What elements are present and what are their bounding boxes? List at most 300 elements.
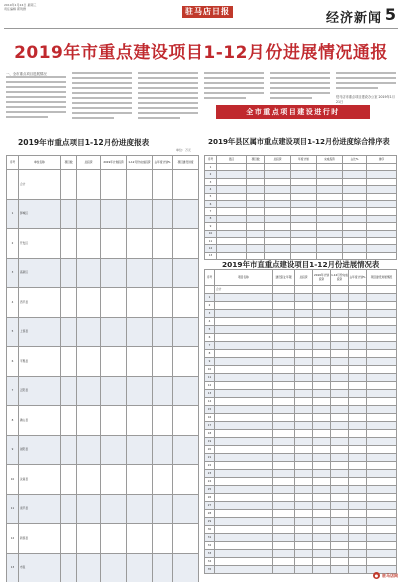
table3-cell [313,446,331,454]
table1-cell: 5 [7,317,19,347]
table2-cell [291,223,317,230]
table3-cell [313,526,331,534]
table3-cell [331,550,349,558]
table1-cell: 泌阳县 [19,435,61,465]
table3-cell: 10 [205,366,215,374]
table1-cell [127,376,153,406]
table1-cell [127,347,153,377]
table1-cell [153,170,173,200]
table1-cell: 11 [7,494,19,524]
table1-cell [101,406,127,436]
table2-row [205,245,397,252]
table1-cell: 遂平县 [19,494,61,524]
table3-cell [273,310,295,318]
table3-cell [349,382,367,390]
table3-cell [215,398,273,406]
table3-cell [367,414,397,422]
table3-cell [331,302,349,310]
table3-cell [331,382,349,390]
table1-cell [153,435,173,465]
table1-row [7,376,199,406]
table3-cell [331,358,349,366]
table3-cell [215,294,273,302]
table3-cell [349,486,367,494]
table3-row [205,302,397,310]
table1-cell [77,494,101,524]
table3-cell [349,414,367,422]
table3-cell [349,326,367,334]
table3-cell [215,350,273,358]
table2-cell [367,171,397,178]
table2-row [205,237,397,244]
table1-cell [127,494,153,524]
table3-cell [313,502,331,510]
table3-cell [349,438,367,446]
table2-cell [247,230,265,237]
table1-row [7,553,199,582]
table3-cell [273,414,295,422]
table3-cell: 17 [205,422,215,430]
table1-cell: 西平县 [19,288,61,318]
table3-cell [349,358,367,366]
table3-cell [331,414,349,422]
table2-cell: 13 [205,252,217,259]
table1-cell [127,553,153,582]
table3-cell: 34 [205,558,215,566]
table3-cell [349,478,367,486]
table3-cell [349,470,367,478]
page-number: 5 [384,5,396,24]
table3-row [205,310,397,318]
table1-cell: 新蔡县 [19,524,61,554]
table1-cell [173,258,199,288]
table3-cell [295,390,313,398]
table1-cell [77,465,101,495]
table3-cell [295,502,313,510]
table1-cell [77,524,101,554]
table2-title: 2019年县区属市重点建设项目1-12月份进度综合排序表 [208,137,390,146]
table2-cell [343,171,367,178]
table3-cell [313,374,331,382]
table1-cell [101,288,127,318]
table3-cell [273,534,295,542]
table2-cell [291,186,317,193]
intro-column-3 [138,72,198,124]
table2-cell [317,245,343,252]
table1-row [7,317,199,347]
table2-cell [265,237,291,244]
table3-cell [367,310,397,318]
table3-row [205,422,397,430]
table2-cell [265,223,291,230]
table3-cell [349,542,367,550]
table3-cell [331,438,349,446]
table3-col-header: 2019年计划投资 [313,270,331,286]
table3-cell [331,310,349,318]
table3-cell [215,534,273,542]
table1-cell [173,229,199,259]
table2-cell: 8 [205,215,217,222]
table2-cell [367,230,397,237]
table3-cell [295,302,313,310]
header-meta [4,3,64,11]
table1-cell [153,199,173,229]
table3-cell [367,510,397,518]
table3-cell [295,414,313,422]
table3-cell [331,286,349,294]
table2-cell [247,178,265,185]
table2-row [205,186,397,193]
table1-cell: 高新区 [19,258,61,288]
table1-cell [127,406,153,436]
table3-cell [367,446,397,454]
table3-row [205,534,397,542]
intro-column-2 [72,72,132,124]
table3-cell [367,518,397,526]
table3-cell [313,470,331,478]
table1-col-header: 总投资 [77,156,101,170]
table3-cell [331,510,349,518]
table1-unit: 单位：万元 [176,148,192,152]
table3-cell [295,462,313,470]
logo-text: 驻马店网 [382,572,398,578]
table3-cell [215,454,273,462]
table3-cell [295,518,313,526]
table2-col-header: 排序 [367,156,397,164]
intro-column-4 [204,72,264,104]
table3-row [205,446,397,454]
table3-row [205,438,397,446]
table3-cell [331,566,349,574]
table3-cell [349,550,367,558]
table1-project-progress [6,155,199,582]
table2-cell [367,178,397,185]
table3-cell: 4 [205,318,215,326]
table3-cell [313,310,331,318]
table3-cell [349,510,367,518]
table2-col-header: 占比% [343,156,367,164]
table3-cell [273,334,295,342]
table3-col-header: 1-12月份完成投资 [331,270,349,286]
table1-cell [77,317,101,347]
table3-cell [313,294,331,302]
table3-cell [367,302,397,310]
table3-cell: 5 [205,326,215,334]
table3-cell [367,558,397,566]
table3-row [205,366,397,374]
table3-row [205,558,397,566]
table3-cell [313,286,331,294]
table1-cell [101,553,127,582]
table1-row [7,465,199,495]
table1-cell [61,465,77,495]
table2-cell [367,164,397,171]
table3-cell [295,430,313,438]
table2-cell [247,237,265,244]
table2-cell [343,208,367,215]
table2-row [205,223,397,230]
table2-cell [367,193,397,200]
table2-cell [217,208,247,215]
table2-cell [317,237,343,244]
table3-cell [313,366,331,374]
table1-cell [173,465,199,495]
table1-cell [153,524,173,554]
table1-cell: 12 [7,524,19,554]
table2-cell [343,178,367,185]
table3-cell [331,502,349,510]
table1-cell: 3 [7,258,19,288]
table2-row [205,171,397,178]
table1-cell: 7 [7,376,19,406]
table1-cell [173,494,199,524]
table3-cell [331,486,349,494]
table3-cell [367,422,397,430]
table3-cell [313,398,331,406]
table1-cell [61,494,77,524]
table3-cell [205,286,215,294]
table3-cell [349,334,367,342]
table2-cell [317,193,343,200]
table2-cell [217,215,247,222]
table2-row [205,230,397,237]
table3-row [205,350,397,358]
table2-cell [291,215,317,222]
editor-line: 责任编辑 郭利群 [4,7,26,12]
table3-cell [349,294,367,302]
table3-row [205,542,397,550]
table3-cell [331,326,349,334]
section-name: 经济新闻 [325,11,382,26]
table2-cell [247,208,265,215]
table2-cell [265,215,291,222]
table3-row [205,502,397,510]
table3-cell [215,302,273,310]
table3-cell [349,302,367,310]
table3-cell: 21 [205,454,215,462]
table1-cell: 9 [7,435,19,465]
table3-cell [331,470,349,478]
table3-cell [349,390,367,398]
table2-cell [265,245,291,252]
table3-row [205,406,397,414]
table1-cell: 4 [7,288,19,318]
table1-cell: 合计 [19,170,61,200]
table2-cell [291,193,317,200]
table3-cell [215,374,273,382]
table3-cell [273,542,295,550]
table3-row [205,486,397,494]
table3-row [205,318,397,326]
table2-cell [217,186,247,193]
table1-cell [127,317,153,347]
intro-column-6 [336,72,396,104]
table1-cell [61,524,77,554]
table3-cell [273,326,295,334]
table3-header-row [205,270,397,286]
table3-cell [313,342,331,350]
table3-cell [349,350,367,358]
table1-cell [153,406,173,436]
table1-cell [173,553,199,582]
table3-cell [349,310,367,318]
table3-cell: 8 [205,350,215,358]
table3-col-header: 建设起止年限 [273,270,295,286]
table2-col-header: 年度计划 [291,156,317,164]
table3-cell [295,510,313,518]
table3-cell [331,526,349,534]
table3-cell [331,462,349,470]
table3-cell [349,462,367,470]
table2-cell [265,230,291,237]
table3-row [205,294,397,302]
table3-title: 2019年市直重点建设项目1-12月份进展情况表 [222,260,380,269]
table3-col-header: 项目名称 [215,270,273,286]
table3-cell [367,494,397,502]
table2-cell [265,186,291,193]
table3-row [205,374,397,382]
table3-cell [273,518,295,526]
table3-cell [273,422,295,430]
table3-cell [295,486,313,494]
table2-cell [343,237,367,244]
table2-cell [217,245,247,252]
table3-cell [367,286,397,294]
table2-cell [343,186,367,193]
table3-cell [215,422,273,430]
table1-cell: 平舆县 [19,347,61,377]
table1-cell [101,524,127,554]
table3-row [205,358,397,366]
table1-row [7,288,199,318]
table1-cell [61,199,77,229]
table1-cell [77,376,101,406]
table3-cell [295,398,313,406]
table3-row [205,518,397,526]
table3-cell [331,518,349,526]
table1-cell [101,199,127,229]
table3-cell [349,566,367,574]
table1-cell [173,170,199,200]
table1-cell [173,435,199,465]
table3-cell [215,526,273,534]
table3-cell [273,494,295,502]
table3-cell [273,510,295,518]
table3-cell [215,342,273,350]
table3-cell [295,318,313,326]
table3-row [205,334,397,342]
table2-cell [247,186,265,193]
table3-cell [349,446,367,454]
table1-title: 2019年市重点项目1-12月份进度报表 [18,138,150,147]
table3-cell: 20 [205,446,215,454]
table3-cell: 12 [205,382,215,390]
table3-cell [349,454,367,462]
table3-cell: 15 [205,406,215,414]
table2-cell [317,200,343,207]
table3-cell [367,398,397,406]
table3-cell [331,318,349,326]
table2-cell [343,223,367,230]
table3-cell [331,430,349,438]
section-banner: 全市重点项目建设进行时 [216,105,370,119]
table3-cell: 3 [205,310,215,318]
table2-cell [217,200,247,207]
table3-cell [331,334,349,342]
table1-cell [61,406,77,436]
table1-cell [61,229,77,259]
table1-cell [77,288,101,318]
table1-cell [101,376,127,406]
table1-cell [77,258,101,288]
table2-cell [367,200,397,207]
table3-cell [349,286,367,294]
table2-cell [217,178,247,185]
table3-cell [215,462,273,470]
table3-cell: 24 [205,478,215,486]
table3-cell [295,470,313,478]
table3-cell [313,494,331,502]
signature: 驻马店市重点项目建设办公室 2019年1月21日 [336,95,395,104]
table3-cell [331,374,349,382]
table1-cell: 确山县 [19,406,61,436]
table3-cell [313,326,331,334]
table3-row [205,566,397,574]
table1-cell [61,170,77,200]
table1-cell [127,288,153,318]
table2-cell [265,178,291,185]
table3-cell [295,438,313,446]
table3-cell [331,446,349,454]
table3-row [205,494,397,502]
table3-cell [295,526,313,534]
table3-cell [331,542,349,550]
table2-cell [317,215,343,222]
table3-cell [273,294,295,302]
table3-cell: 28 [205,510,215,518]
table1-cell: 市直 [19,553,61,582]
table3-cell [273,502,295,510]
table3-cell [313,406,331,414]
table3-cell [331,398,349,406]
table1-cell [173,347,199,377]
table3-cell [313,390,331,398]
table3-cell [295,286,313,294]
table3-cell [313,334,331,342]
table3-cell: 13 [205,390,215,398]
table2-row [205,200,397,207]
table1-cell: 正阳县 [19,376,61,406]
table2-cell: 10 [205,230,217,237]
table3-cell [367,406,397,414]
table3-cell [215,542,273,550]
table3-cell [367,502,397,510]
table3-cell [367,438,397,446]
table3-cell [215,326,273,334]
table3-cell [273,286,295,294]
table3-row [205,478,397,486]
table2-cell: 9 [205,223,217,230]
table3-cell [273,526,295,534]
intro-column-5 [270,72,330,104]
table1-cell: 汝南县 [19,465,61,495]
table3-col-header: 项目建设进展情况 [367,270,397,286]
table3-cell [367,478,397,486]
table1-cell [127,435,153,465]
table1-cell [127,258,153,288]
table2-cell [367,208,397,215]
table1-cell [173,406,199,436]
